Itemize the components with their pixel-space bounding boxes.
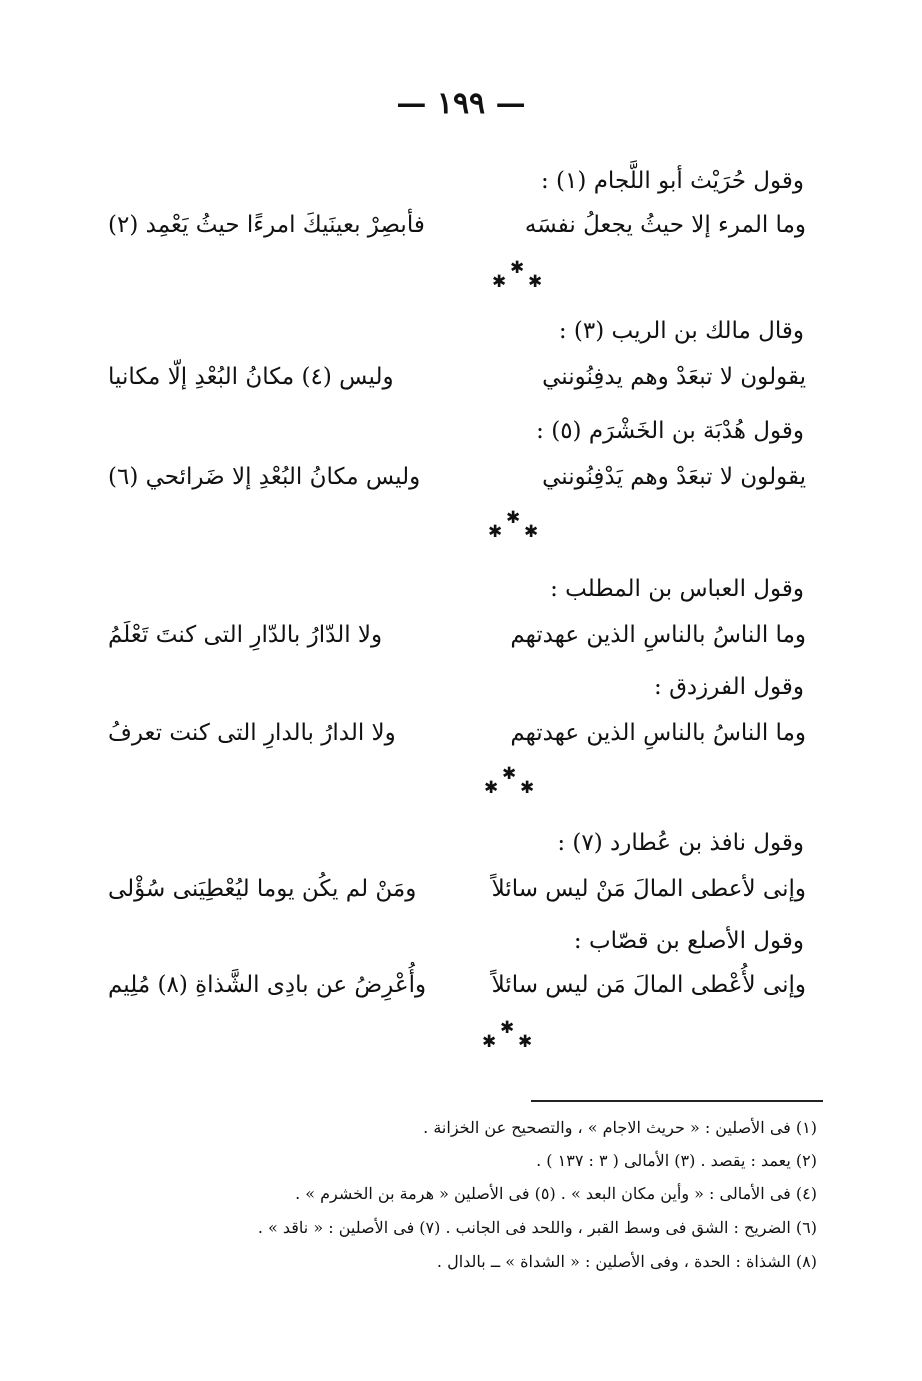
footnote-line: (١) فى الأصلين : « حريث الاجام » ، والتصحيح عن الخزانة . [423,1118,817,1137]
footnote-line: (٢) يعمد : يقصد . (٣) الأمالى ( ٣ : ١٣٧ ) . [536,1151,817,1170]
section-divider-stars [482,1018,542,1052]
verse-first-hemistich: يقولون لا تبعَدْ وهم يَدْفِنُونني [542,464,806,490]
section-divider-stars [492,258,552,292]
verse-second-hemistich: ولا الدارُ بالدارِ التى كنت تعرفُ [108,720,396,746]
verse-first-hemistich: وما الناسُ بالناسِ الذين عهدتهم [510,720,806,746]
star-mark: ✱ [518,1032,533,1052]
poem-intro: وقول هُدْبَة بن الخَشْرَم (٥) : [536,418,804,444]
poem-intro: وقول حُرَيْث أبو اللَّجام (١) : [541,168,804,194]
verse-first-hemistich: يقولون لا تبعَدْ وهم يدفِنُونني [542,364,806,390]
verse-line [104,972,806,1016]
verse-second-hemistich: فأبصِرْ بعينَيكَ امرءًا حيثُ يَعْمِد (٢) [108,212,425,238]
star-mark: ✱ [506,508,521,528]
verse-line [104,212,806,256]
verse-line [104,720,806,764]
verse-line [104,622,806,666]
verse-first-hemistich: وإنى لأُعْطى المالَ مَن ليس سائلاً [491,972,806,998]
verse-second-hemistich: وليس مكانُ البُعْدِ إلا ضَرائحي (٦) [108,464,421,490]
verse-first-hemistich: وإنى لأعطى المالَ مَنْ ليس سائلاً [491,876,806,902]
section-divider-stars [488,508,548,542]
star-mark: ✱ [484,778,499,798]
verse-second-hemistich: وليس (٤) مكانُ البُعْدِ إلّا مكانيا [108,364,394,390]
star-mark: ✱ [510,258,525,278]
footnote-line: (٤) فى الأمالى : « وأين مكان البعد » . (٥) فى الأصلين « هرمة بن الخشرم » . [295,1184,817,1203]
star-mark: ✱ [528,272,543,292]
verse-second-hemistich: ومَنْ لم يكُن يوما ليُعْطِيَنى سُؤْلى [108,876,417,902]
poem-intro: وقول الفرزدق : [654,674,804,700]
star-mark: ✱ [524,522,539,542]
poem-intro: وقول نافذ بن عُطارد (٧) : [557,830,804,856]
verse-line [104,364,806,408]
footnote-line: (٦) الضريح : الشق فى وسط القبر ، واللحد فى الجانب . (٧) فى الأصلين : « ناقد » . [257,1218,817,1237]
star-mark: ✱ [520,778,535,798]
verse-second-hemistich: وأُعْرِضُ عن بادِى الشَّذاةِ (٨) مُلِيم [108,972,427,998]
footnote-line: (٨) الشذاة : الحدة ، وفى الأصلين : « الشداة » ــ بالدال . [436,1252,817,1271]
page-number: — ١٩٩ — [396,86,526,121]
footnote-separator [531,1100,823,1102]
star-mark: ✱ [500,1018,515,1038]
star-mark: ✱ [482,1032,497,1052]
verse-line [104,464,806,508]
verse-first-hemistich: وما المرء إلا حيثُ يجعلُ نفسَه [524,212,806,238]
poem-intro: وقال مالك بن الريب (٣) : [558,318,804,344]
verse-line [104,876,806,920]
poem-intro: وقول العباس بن المطلب : [550,576,804,602]
star-mark: ✱ [492,272,507,292]
star-mark: ✱ [502,764,517,784]
verse-second-hemistich: ولا الدّارُ بالدّارِ التى كنتَ تَعْلَمُ [108,622,383,648]
section-divider-stars [484,764,544,798]
verse-first-hemistich: وما الناسُ بالناسِ الذين عهدتهم [510,622,806,648]
poem-intro: وقول الأصلع بن قصّاب : [573,928,804,954]
star-mark: ✱ [488,522,503,542]
